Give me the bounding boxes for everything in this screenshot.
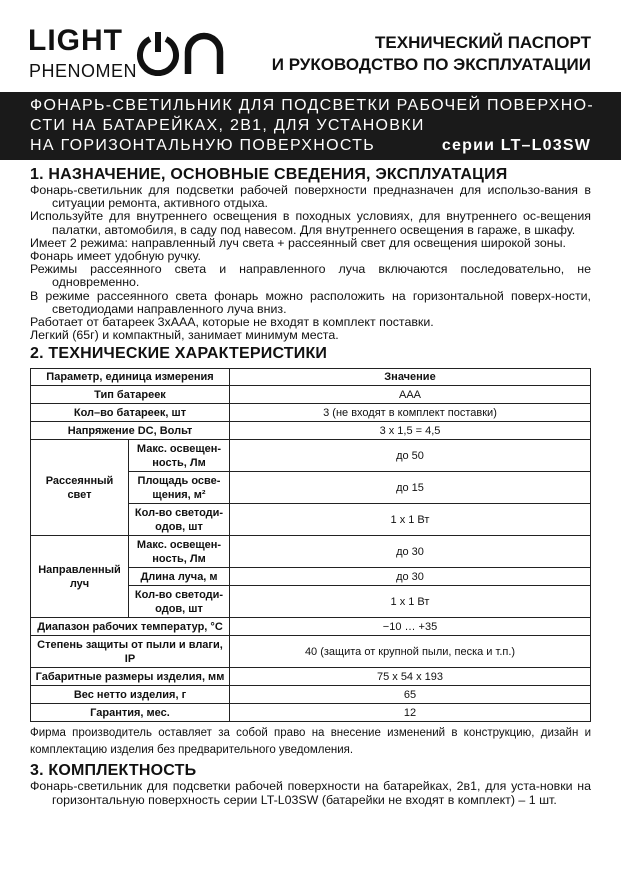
- param-label: Степень защиты от пыли и влаги, IP: [31, 636, 230, 668]
- param-label: Кол-во светоди-одов, шт: [129, 504, 230, 536]
- diffused-group-label: Рассеянный свет: [31, 440, 129, 536]
- page-header: [0, 0, 621, 92]
- manufacturer-note: Фирма производитель оставляет за собой право на внесение изменений в конструкцию, дизайн и комплектацию изделия без предварительного уведомления.: [30, 727, 591, 757]
- document-body: [30, 166, 591, 807]
- param-value: до 15: [230, 472, 591, 504]
- table-row: [31, 704, 591, 722]
- param-label: Макс. освещен-ность, Лм: [129, 536, 230, 568]
- spec-table: [30, 368, 591, 722]
- param-value: 12: [230, 704, 591, 722]
- param-label: Макс. освещен-ность, Лм: [129, 440, 230, 472]
- product-series: серии LT–L03SW: [441, 137, 591, 154]
- table-row: [31, 668, 591, 686]
- section2-heading: 2. ТЕХНИЧЕСКИЕ ХАРАКТЕРИСТИКИ: [30, 345, 328, 363]
- document-title: [272, 32, 591, 76]
- param-value: 1 х 1 Вт: [230, 504, 591, 536]
- param-label: Площадь осве-щения, м²: [129, 472, 230, 504]
- brand-phenomen-text: PHENOMEN: [29, 61, 138, 81]
- param-label: Длина луча, м: [129, 568, 230, 586]
- brand-logo: [28, 26, 238, 86]
- paragraph: Имеет 2 режима: направленный луч света + рассеянный свет для освещения широкой зоны.: [30, 235, 566, 250]
- table-row: [31, 536, 591, 568]
- table-row: [31, 636, 591, 668]
- paragraph: Режимы рассеянного света и направленного луча включаются последовательно, не одновременно.: [30, 262, 591, 290]
- table-row: [31, 386, 591, 404]
- param-label: Диапазон рабочих температур, °С: [31, 618, 230, 636]
- section1-text: [30, 184, 591, 342]
- paragraph: Фонарь имеет удобную ручку.: [30, 249, 201, 264]
- table-row: [31, 422, 591, 440]
- paragraph: Фонарь-светильник для подсветки рабочей поверхности предназначен для использо-вания в ситуации ремонта, активного отдыха.: [30, 183, 591, 211]
- param-label: Габаритные размеры изделия, мм: [31, 668, 230, 686]
- product-name-line1: ФОНАРЬ-СВЕТИЛЬНИК ДЛЯ ПОДСВЕТКИ РАБОЧЕЙ ПОВЕРХНО-: [30, 97, 594, 114]
- param-value: до 30: [230, 536, 591, 568]
- param-value: до 30: [230, 568, 591, 586]
- param-label: Кол-во светоди-одов, шт: [129, 586, 230, 618]
- document-title-line2: И РУКОВОДСТВО ПО ЭКСПЛУАТАЦИИ: [271, 55, 591, 74]
- param-value: 1 х 1 Вт: [230, 586, 591, 618]
- table-row: [31, 686, 591, 704]
- param-value: 3 (не входят в комплект поставки): [230, 404, 591, 422]
- document-title-line1: ТЕХНИЧЕСКИЙ ПАСПОРТ: [375, 33, 591, 52]
- param-label: Тип батареек: [31, 386, 230, 404]
- param-value: 3 х 1,5 = 4,5: [230, 422, 591, 440]
- section1-heading: 1. НАЗНАЧЕНИЕ, ОСНОВНЫЕ СВЕДЕНИЯ, ЭКСПЛУАТАЦИЯ: [30, 166, 508, 183]
- brand-light-text: LIGHT: [28, 24, 123, 57]
- table-row: [31, 404, 591, 422]
- param-label: Напряжение DC, Вольт: [31, 422, 230, 440]
- param-value: до 50: [230, 440, 591, 472]
- paragraph: Работает от батареек 3хААА, которые не входят в комплект поставки.: [30, 315, 434, 330]
- param-label: Гарантия, мес.: [31, 704, 230, 722]
- table-header-row: [31, 369, 591, 386]
- param-value: 75 х 54 х 193: [230, 668, 591, 686]
- product-name-line2: СТИ НА БАТАРЕЙКАХ, 2В1, ДЛЯ УСТАНОВКИ: [30, 117, 425, 134]
- package-contents-text: Фонарь-светильник для подсветки рабочей поверхности на батарейках, 2в1, для уста-новки на горизонтальную поверхность серии LT-L03SW (батарейки не входят в комплект) – 1 шт.: [30, 779, 591, 807]
- paragraph: В режиме рассеянного света фонарь можно расположить на горизонтальной поверх-ности, светодиодами направленного луча вниз.: [30, 288, 591, 316]
- param-value: −10 … +35: [230, 618, 591, 636]
- table-row: [31, 440, 591, 472]
- power-on-logo-icon: [136, 30, 236, 76]
- param-label: Кол–во батареек, шт: [31, 404, 230, 422]
- table-header-value: Значение: [230, 369, 591, 386]
- table-row: [31, 618, 591, 636]
- param-value: 40 (защита от крупной пыли, песка и т.п.): [230, 636, 591, 668]
- product-banner: [0, 92, 621, 160]
- param-value: 65: [230, 686, 591, 704]
- section3-heading: 3. КОМПЛЕКТНОСТЬ: [30, 762, 197, 780]
- directed-group-label: Направленный луч: [31, 536, 129, 618]
- paragraph: Используйте для внутреннего освещения в походных условиях, для внутреннего ос-вещения палатки, автомобиля, в саду под навесом. Для внутреннего освещения в гараже, в шкафу.: [30, 209, 591, 237]
- product-name-line3: НА ГОРИЗОНТАЛЬНУЮ ПОВЕРХНОСТЬ: [30, 137, 376, 154]
- paragraph: Легкий (65г) и компактный, занимает минимум места.: [30, 328, 339, 343]
- param-value: AAA: [230, 386, 591, 404]
- param-label: Вес нетто изделия, г: [31, 686, 230, 704]
- table-header-param: Параметр, единица измерения: [31, 369, 230, 386]
